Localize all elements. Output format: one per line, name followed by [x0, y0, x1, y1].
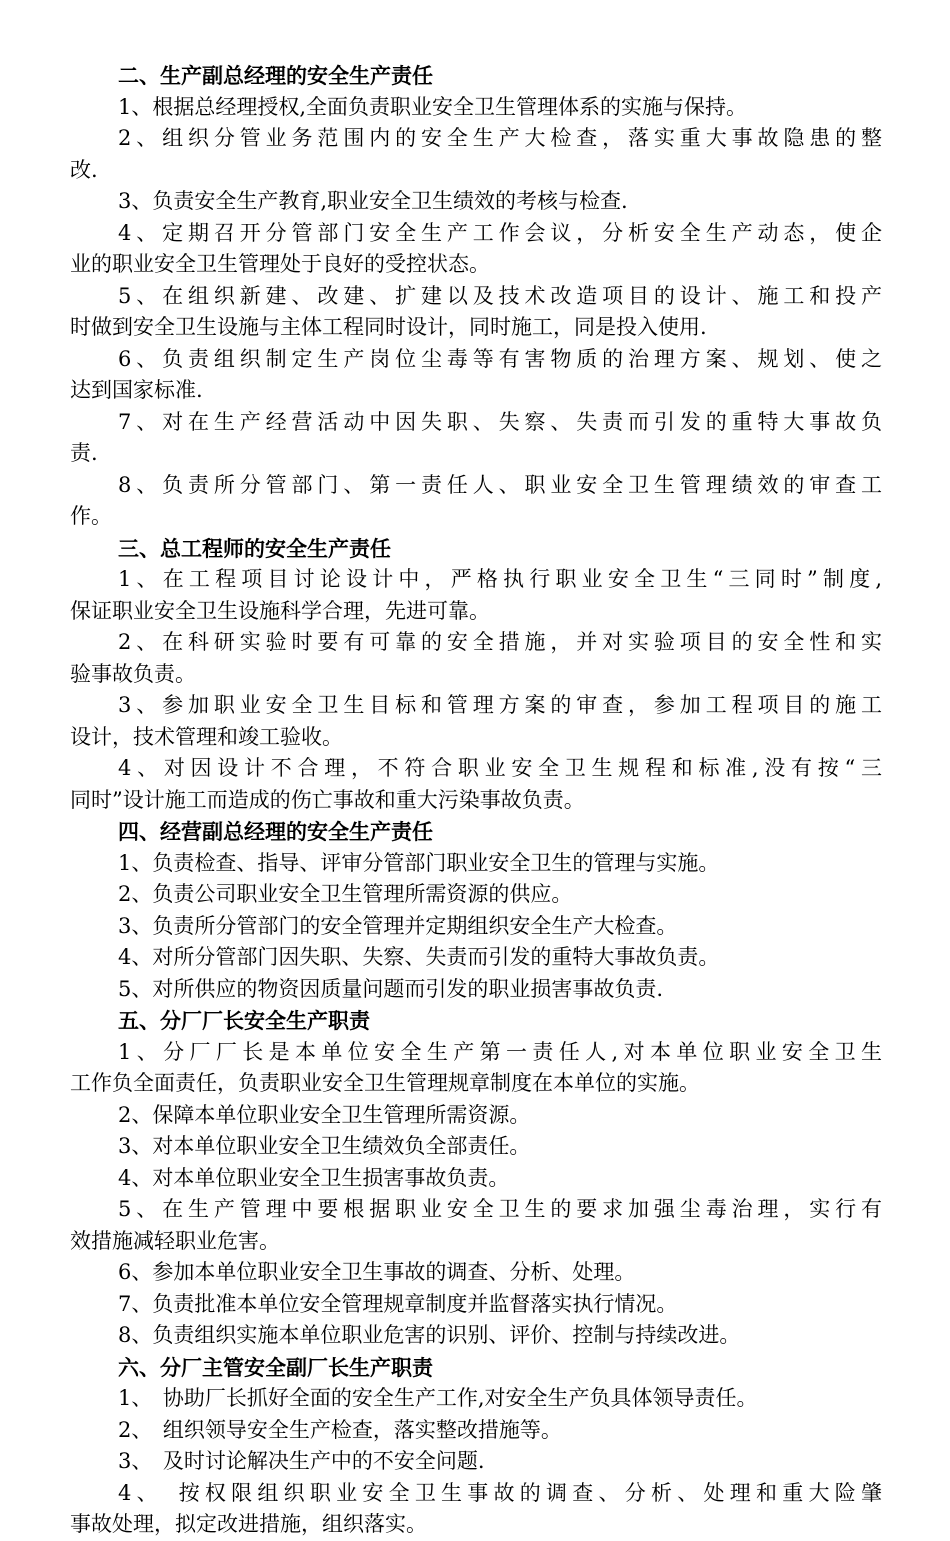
list-item-continuation: 工作负全面责任，负责职业安全卫生管理规章制度在本单位的实施。 [70, 1071, 700, 1095]
list-item: 1、分厂厂长是本单位安全生产第一责任人,对本单位职业安全卫生 [118, 1039, 882, 1064]
list-item: 1、在工程项目讨论设计中，严格执行职业安全卫生“三同时”制度, [118, 567, 882, 591]
list-item: 3、负责所分管部门的安全管理并定期组织安全生产大检查。 [118, 913, 678, 938]
list-item: 6、参加本单位职业安全卫生事故的调查、分析、处理。 [118, 1260, 636, 1284]
document-page [70, 60, 882, 1541]
list-item-continuation: 作。 [70, 504, 112, 528]
list-item-continuation: 验事故负责。 [70, 661, 196, 686]
section-heading: 四、经营副总经理的安全生产责任 [118, 819, 433, 844]
list-item-continuation: 时做到安全卫生设施与主体工程同时设计，同时施工，同是投入使用. [70, 315, 707, 339]
list-item: 6、负责组织制定生产岗位尘毒等有害物质的治理方案、规划、使之 [118, 346, 882, 371]
list-item: 4、定期召开分管部门安全生产工作会议，分析安全生产动态，使企 [118, 220, 882, 245]
list-item-continuation: 设计，技术管理和竣工验收。 [70, 724, 343, 749]
list-item: 5、在生产管理中要根据职业安全卫生的要求加强尘毒治理，实行有 [118, 1197, 882, 1221]
list-item: 1、 协助厂长抓好全面的安全生产工作,对安全生产负具体领导责任。 [118, 1386, 758, 1410]
list-item: 3、负责安全生产教育,职业安全卫生绩效的考核与检查. [118, 189, 628, 213]
list-item-continuation: 保证职业安全卫生设施科学合理，先进可靠。 [70, 598, 490, 623]
list-item: 1、负责检查、指导、评审分管部门职业安全卫生的管理与实施。 [118, 850, 720, 875]
list-item-continuation: 责. [70, 441, 98, 465]
list-item-continuation: 事故处理，拟定改进措施，组织落实。 [70, 1512, 427, 1536]
list-item: 2、负责公司职业安全卫生管理所需资源的供应。 [118, 882, 573, 906]
list-item: 3、 及时讨论解决生产中的不安全问题. [118, 1449, 485, 1473]
list-item-continuation: 效措施减轻职业危害。 [70, 1228, 280, 1253]
list-item: 3、参加职业安全卫生目标和管理方案的审查，参加工程项目的施工 [118, 693, 882, 717]
list-item: 4、对本单位职业安全卫生损害事故负责。 [118, 1165, 510, 1190]
list-item: 5、对所供应的物资因质量问题而引发的职业损害事故负责. [118, 976, 664, 1001]
list-item: 1、根据总经理授权,全面负责职业安全卫生管理体系的实施与保持。 [118, 94, 748, 119]
list-item: 2、 组织领导安全生产检查，落实整改措施等。 [118, 1417, 562, 1442]
list-item: 7、负责批准本单位安全管理规章制度并监督落实执行情况。 [118, 1291, 678, 1316]
list-item-continuation: 改. [70, 157, 98, 182]
list-item: 3、对本单位职业安全卫生绩效负全部责任。 [118, 1134, 531, 1158]
list-item: 4、对因设计不合理，不符合职业安全卫生规程和标准,没有按“三 [118, 756, 882, 780]
list-item: 7、对在生产经营活动中因失职、失察、失责而引发的重特大事故负 [118, 409, 882, 434]
list-item-continuation: 达到国家标准. [70, 378, 203, 402]
list-item: 8、负责所分管部门、第一责任人、职业安全卫生管理绩效的审查工 [118, 472, 882, 497]
list-item: 4、 按权限组织职业安全卫生事故的调查、分析、处理和重大险肇 [118, 1480, 882, 1505]
list-item: 5、在组织新建、改建、扩建以及技术改造项目的设计、施工和投产 [118, 283, 882, 308]
section-heading: 六、分厂主管安全副厂长生产职责 [118, 1354, 433, 1380]
list-item: 4、对所分管部门因失职、失察、失责而引发的重特大事故负责。 [118, 945, 720, 969]
list-item-continuation: 业的职业安全卫生管理处于良好的受控状态。 [70, 252, 490, 276]
list-item: 2、组织分管业务范围内的安全生产大检查，落实重大事故隐患的整 [118, 126, 882, 150]
list-item: 2、在科研实验时要有可靠的安全措施，并对实验项目的安全性和实 [118, 630, 882, 654]
list-item: 2、保障本单位职业安全卫生管理所需资源。 [118, 1102, 531, 1127]
section-heading: 三、总工程师的安全生产责任 [118, 535, 391, 561]
section-heading: 二、生产副总经理的安全生产责任 [118, 63, 433, 88]
list-item: 8、负责组织实施本单位职业危害的识别、评价、控制与持续改进。 [118, 1323, 741, 1347]
list-item-continuation: 同时”设计施工而造成的伤亡事故和重大污染事故负责。 [70, 787, 585, 812]
section-heading: 五、分厂厂长安全生产职责 [118, 1008, 370, 1033]
